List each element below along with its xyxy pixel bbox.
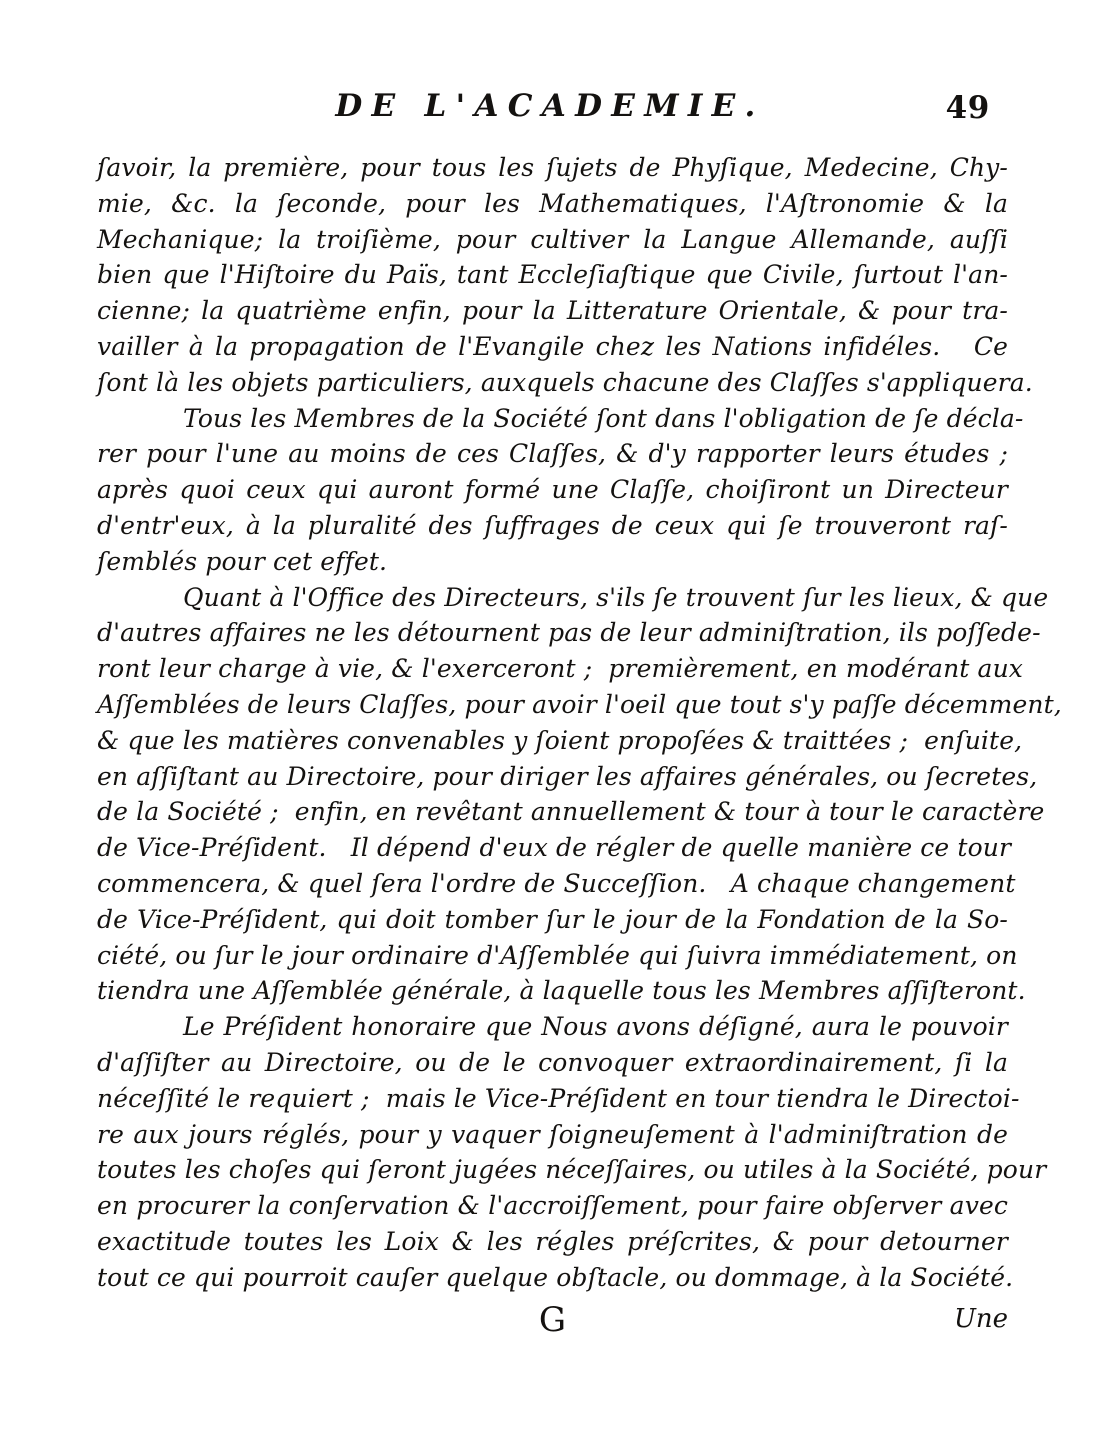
text-line: ront leur charge à vie, & l'exerceront ; premièrement, en modérant aux [97,654,1024,684]
text-line: de Vice-Préſident. Il dépend d'eux de régler de quelle manière ce tour [97,833,1012,863]
page-title: DE L'ACADEMIE. [335,88,765,124]
text-line: après quoi ceux qui auront formé une Claſſe, choiſiront un Directeur [97,475,1008,505]
running-header [0,88,1100,132]
text-line: rer pour l'une au moins de ces Claſſes, & d'y rapporter leurs études ; [97,439,1008,469]
text-line: ciété, ou ſur le jour ordinaire d'Aſſemblée qui ſuivra immédiatement, on [97,940,1018,970]
text-line: vailler à la propagation de l'Evangile chez les Nations infidéles. Ce [97,331,1008,361]
text-line: & que les matières convenables y ſoient propoſées & traittées ; enſuite, [97,725,1023,755]
body-text [97,150,1062,1296]
text-line: bien que l'Hiſtoire du Païs, tant Eccleſiaſtique que Civile, ſurtout l'an- [97,260,1008,290]
text-line: Aſſemblées de leurs Claſſes, pour avoir l'oeil que tout s'y paſſe décemment, [97,689,1062,719]
catchword: Une [953,1304,1008,1334]
text-line: re aux jours réglés, pour y vaquer ſoigneuſement à l'adminiſtration de [97,1119,1008,1149]
text-line: ſont là les objets particuliers, auxquels chacune des Claſſes s'appliquera. [97,367,1033,397]
text-line: de Vice-Préſident, qui doit tomber ſur le jour de la Fondation de la So- [97,904,1008,934]
text-line: commencera, & quel ſera l'ordre de Succeſſion. A chaque changement [97,868,1016,898]
page-footer [97,1300,1008,1342]
paragraph-start-line: Le Préſident honoraire que Nous avons déſigné, aura le pouvoir [183,1012,1008,1042]
text-line: en procurer la conſervation & l'accroiſſement, pour faire obſerver avec [97,1191,1008,1221]
text-line: d'aſſiſter au Directoire, ou de le convoquer extraordinairement, ſi la [97,1047,1008,1077]
signature-mark: G [538,1300,567,1340]
text-line: de la Société ; enfin, en revêtant annuellement & tour à tour le caractère [97,797,1045,827]
text-line: néceſſité le requiert ; mais le Vice-Préſident en tour tiendra le Directoi- [97,1083,1020,1113]
text-line: tout ce qui pourroit cauſer quelque obſtacle, ou dommage, à la Société. [97,1262,1014,1292]
text-line: d'entr'eux, à la pluralité des ſuffrages de ceux qui ſe trouveront raſ- [97,510,1008,540]
text-line: exactitude toutes les Loix & les régles préſcrites, & pour detourner [97,1226,1008,1256]
text-line: tiendra une Aſſemblée générale, à laquelle tous les Membres aſſiſteront. [97,976,1026,1006]
text-line: cienne; la quatrième enfin, pour la Litterature Orientale, & pour tra- [97,296,1008,326]
text-line: ſavoir, la première, pour tous les ſujets de Phyſique, Medecine, Chy- [97,153,1008,182]
paragraph-end-line: ſemblés pour cet effet. [97,546,388,576]
text-line: mie, &c. la ſeconde, pour les Mathematiques, l'Aſtronomie & la [97,188,1008,218]
text-line: Mechanique; la troiſième, pour cultiver la Langue Allemande, auſſi [97,224,1008,254]
text-line: d'autres affaires ne les détournent pas de leur adminiſtration, ils poſſede- [97,618,1041,648]
paragraph-start-line: Quant à l'Office des Directeurs, s'ils ſe trouvent ſur les lieux, & que [183,582,1049,612]
paragraph-start-line: Tous les Membres de la Société ſont dans l'obligation de ſe décla- [183,403,1024,433]
text-line: en aſſiſtant au Directoire, pour diriger les affaires générales, ou ſecretes, [97,761,1038,791]
page-number: 49 [945,90,990,126]
text-line: toutes les choſes qui ſeront jugées néceſſaires, ou utiles à la Société, pour [97,1155,1047,1185]
